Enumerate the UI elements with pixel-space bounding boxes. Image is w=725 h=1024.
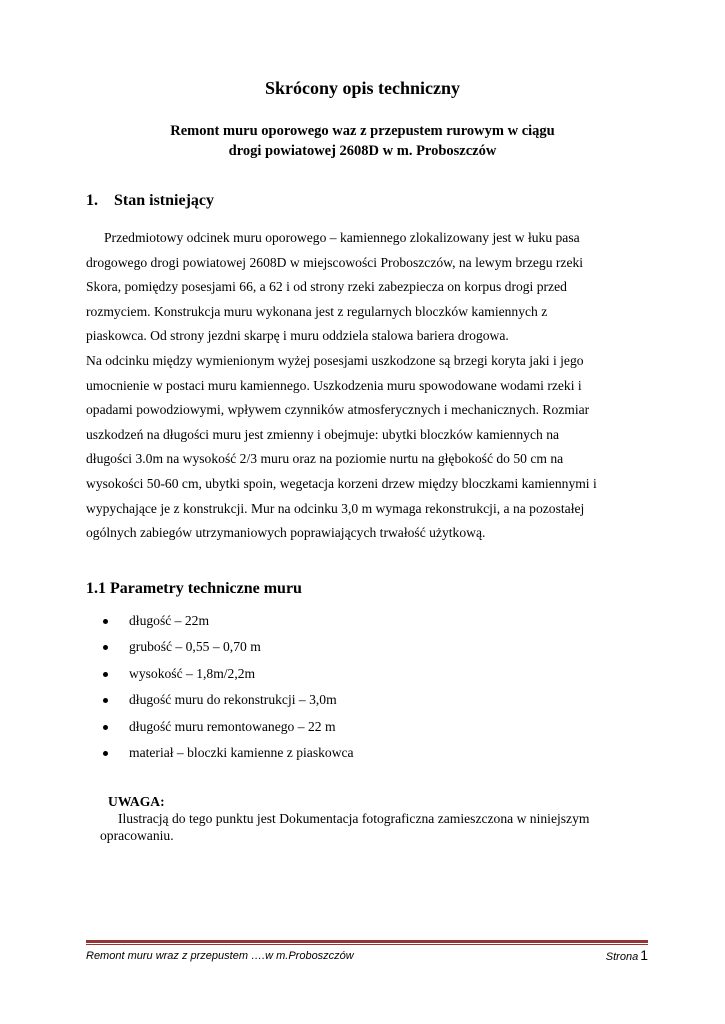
- document-subtitle: [0, 121, 725, 161]
- footer-document-name: Remont muru wraz z przepustem ….w m.Proboszczów: [86, 950, 354, 962]
- paragraph-line: wysokości 50-60 cm, ubytki spoin, wegetacja korzeni drzew między bloczkami kamiennymi i: [86, 475, 597, 491]
- list-item: [86, 608, 354, 634]
- paragraph-line: Przedmiotowy odcinek muru oporowego – kamiennego zlokalizowany jest w łuku pasa: [104, 230, 580, 245]
- subtitle-line-1: Remont muru oporowego waz z przepustem rurowym w ciągu: [170, 123, 555, 139]
- list-item: [86, 714, 354, 740]
- footer-rule-thin: [86, 944, 648, 945]
- bullet-icon: [103, 619, 108, 624]
- footer-page-label: Strona: [605, 951, 639, 963]
- section-1-1-heading: 1.1 Parametry techniczne muru: [86, 580, 302, 597]
- list-item: [86, 634, 354, 660]
- list-item-text: grubość – 0,55 – 0,70 m: [129, 639, 261, 655]
- bullet-icon: [103, 672, 108, 677]
- footer-page-indicator: [606, 947, 648, 963]
- paragraph-line: drogowego drogi powiatowej 2608D w miejscowości Proboszczów, na lewym brzegu rzeki: [86, 254, 584, 270]
- section-1-body: [86, 226, 646, 546]
- note-line-1: Ilustracją do tego punktu jest Dokumentacja fotograficzna zamieszczona w niniejszym: [118, 811, 590, 826]
- footer-rule: [86, 940, 648, 943]
- section-1-title: Stan istniejący: [114, 192, 214, 209]
- list-item-text: wysokość – 1,8m/2,2m: [129, 665, 256, 681]
- section-1-number: 1.: [86, 192, 98, 209]
- bullet-icon: [103, 645, 108, 650]
- parameters-list: [86, 608, 354, 766]
- list-item: [86, 740, 354, 766]
- bullet-icon: [103, 698, 108, 703]
- note-line-2: opracowaniu.: [100, 828, 174, 843]
- paragraph-line: uszkodzeń na długości muru jest zmienny i obejmuje: ubytki bloczków kamiennych na: [86, 426, 560, 442]
- list-item: [86, 687, 354, 713]
- list-item-text: długość – 22m: [129, 613, 210, 628]
- note-block: [100, 793, 648, 844]
- section-1-heading: [86, 192, 214, 210]
- paragraph-line: długości 3.0m na wysokość 2/3 muru oraz na poziomie nurtu na głębokość do 50 cm na: [86, 451, 564, 467]
- paragraph-line: piaskowca. Od strony jezdni skarpę i muru oddziela stalowa bariera drogowa.: [86, 328, 509, 344]
- footer-page-number: 1: [640, 947, 648, 963]
- subtitle-line-2: drogi powiatowej 2608D w m. Proboszczów: [228, 143, 497, 159]
- bullet-icon: [103, 725, 108, 730]
- document-title: Skrócony opis techniczny: [264, 78, 460, 98]
- paragraph-line: rozmyciem. Konstrukcja muru wykonana jest z regularnych bloczków kamiennych z: [86, 303, 548, 319]
- paragraph-line: Na odcinku między wymienionym wyżej posesjami uszkodzone są brzegi koryta jaki i jego: [86, 352, 584, 368]
- paragraph-line: wypychające je z konstrukcji. Mur na odcinku 3,0 m wymaga rekonstrukcji, a na pozostałej: [86, 500, 585, 516]
- paragraph-line: opadami powodziowymi, wpływem czynników atmosferycznych i mechanicznych. Rozmiar: [86, 402, 590, 418]
- bullet-icon: [103, 751, 108, 756]
- list-item-text: materiał – bloczki kamienne z piaskowca: [129, 744, 354, 760]
- paragraph-line: ogólnych zabiegów utrzymaniowych poprawiających trwałość użytkową.: [86, 525, 486, 541]
- list-item: [86, 661, 354, 687]
- list-item-text: długość muru do rekonstrukcji – 3,0m: [129, 692, 337, 708]
- paragraph-line: Skora, pomiędzy posesjami 66, a 62 i od strony rzeki zabezpiecza on korpus drogi przed: [86, 279, 567, 295]
- paragraph-line: umocnienie w postaci muru kamiennego. Uszkodzenia muru spowodowane wodami rzeki i: [86, 377, 582, 393]
- list-item-text: długość muru remontowanego – 22 m: [129, 718, 336, 734]
- note-label: UWAGA:: [108, 794, 165, 809]
